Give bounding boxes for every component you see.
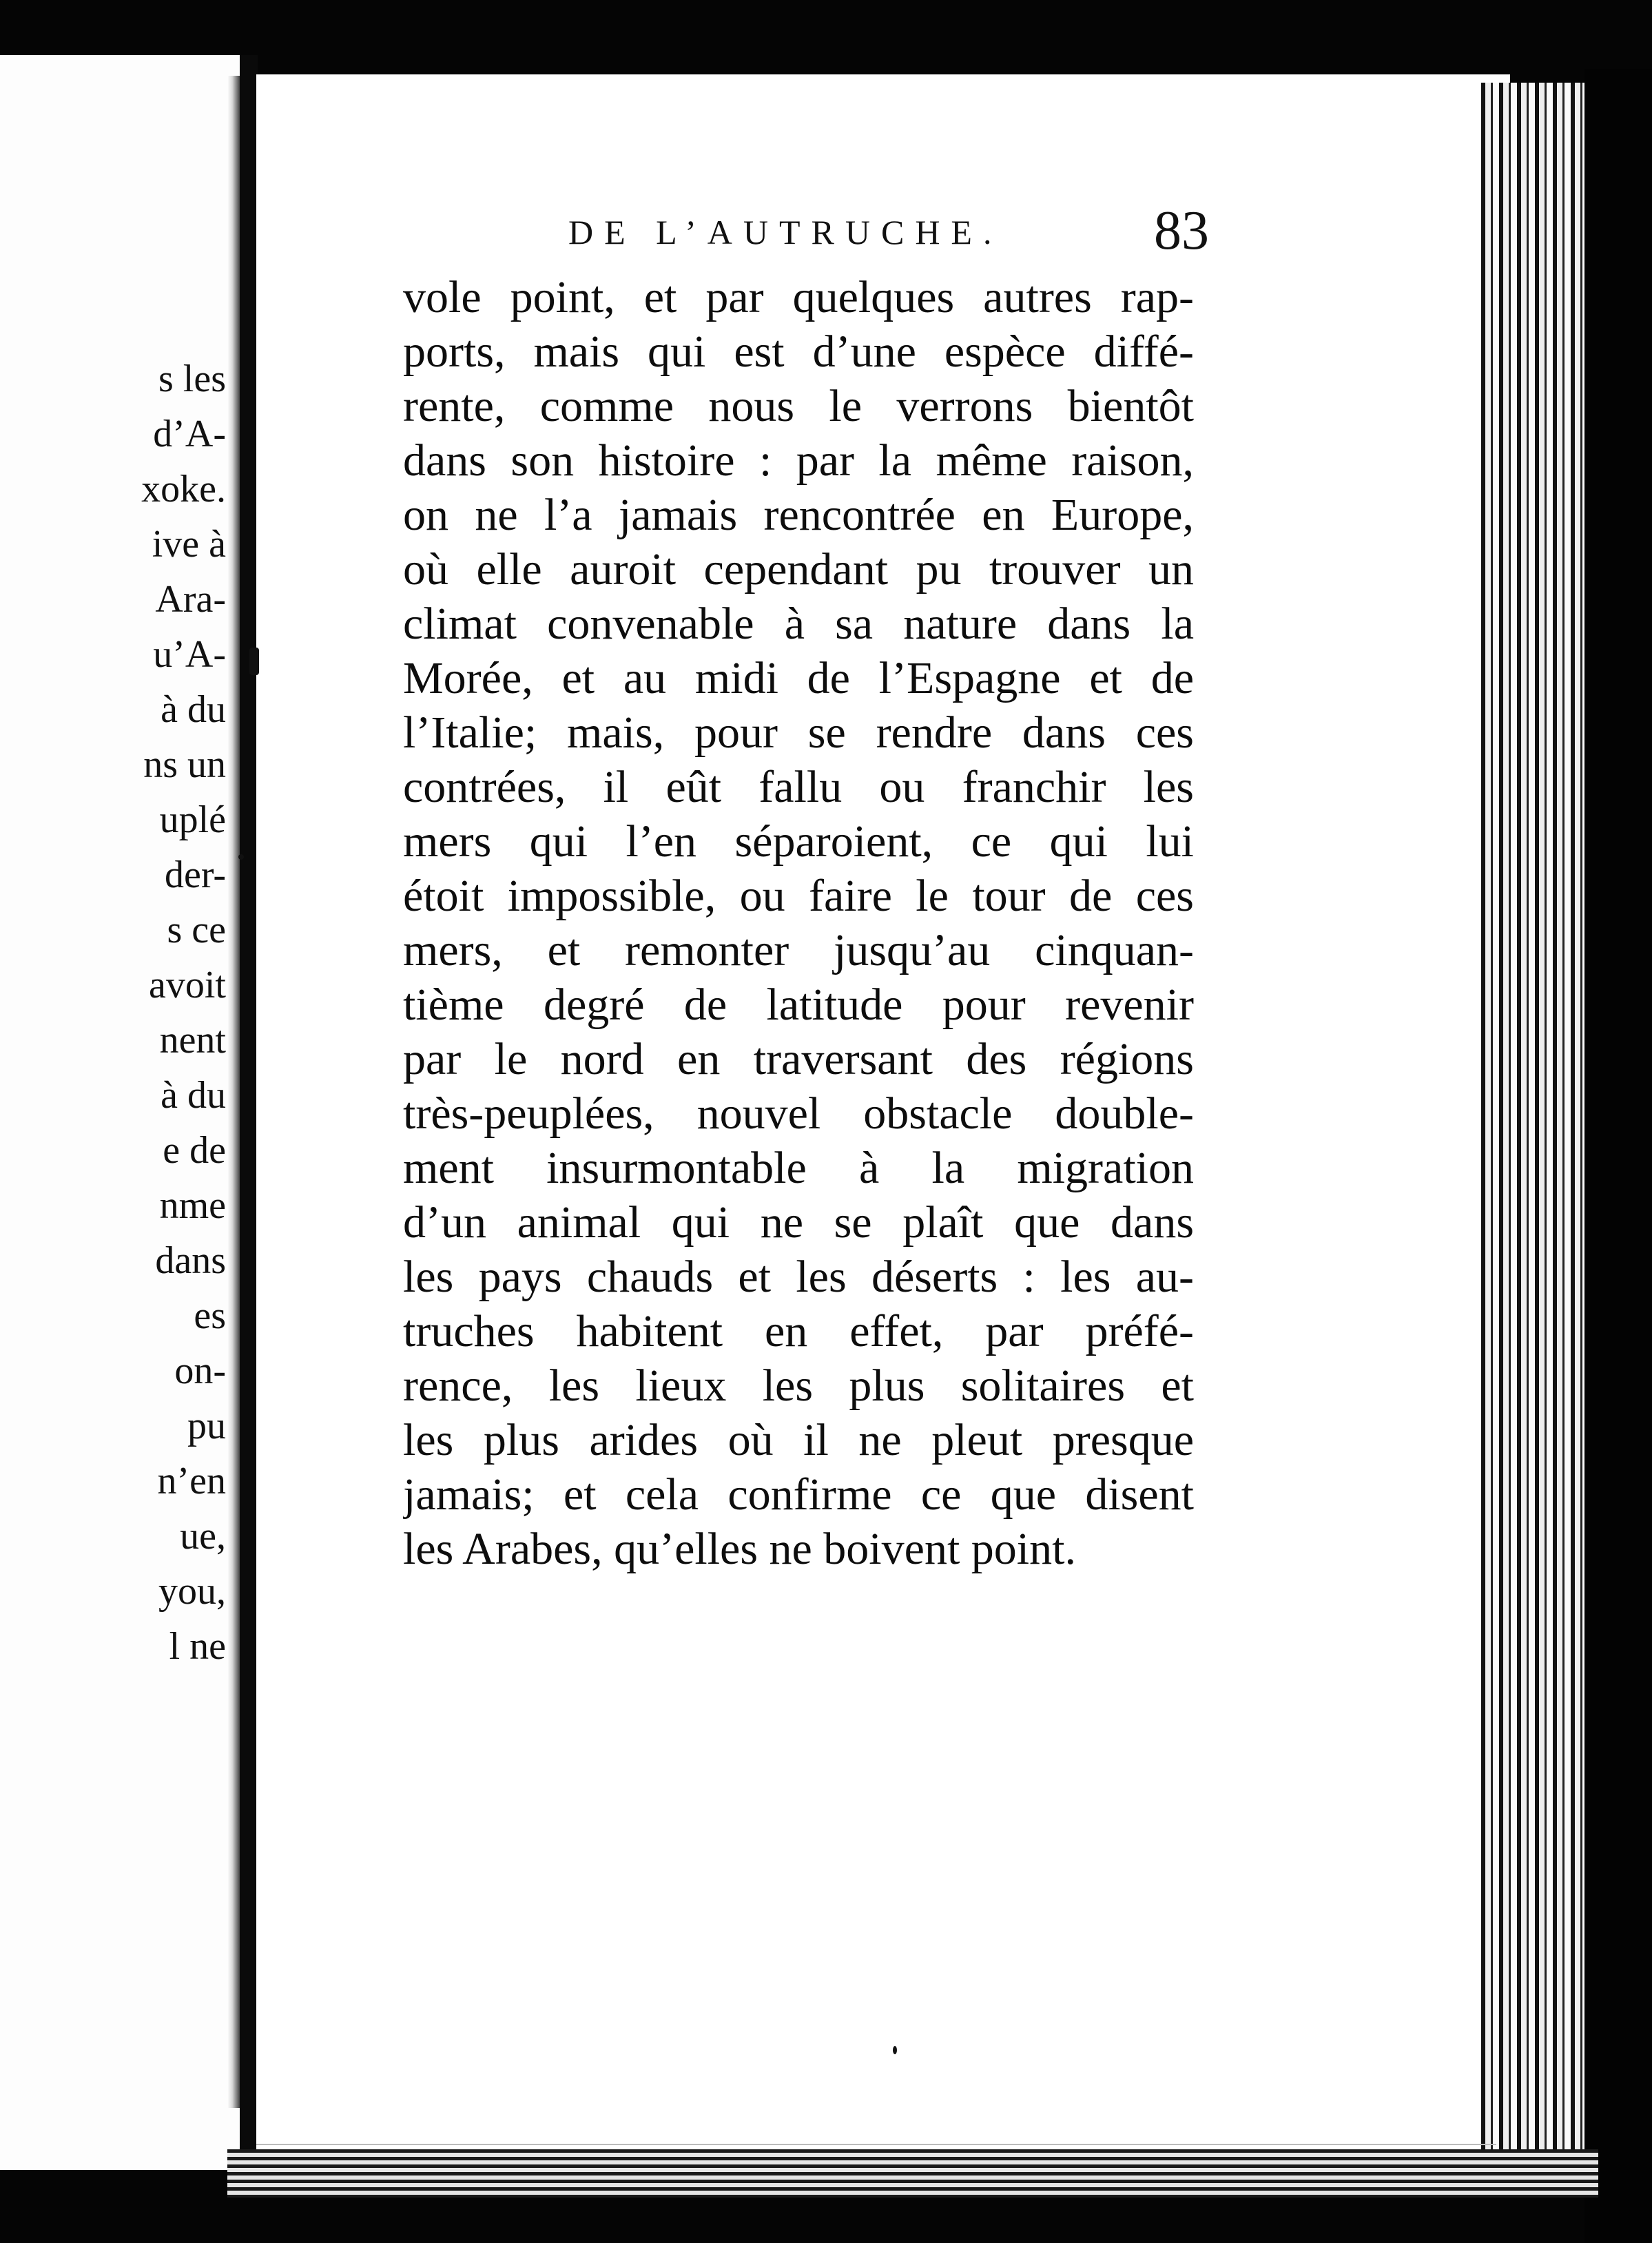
binding-mark [249, 648, 259, 675]
text-line: d’un animal qui ne se plaît que dans [403, 1197, 1194, 1248]
facing-text-fragment: u’A- [153, 633, 226, 676]
facing-text-fragment: avoit [149, 964, 226, 1006]
ink-speck [893, 2046, 897, 2054]
scan-border-right [1584, 69, 1652, 2243]
facing-text-fragment: Ara- [155, 578, 226, 621]
facing-text-fragment: der- [164, 854, 226, 896]
running-title: DE L’AUTRUCHE. [568, 213, 1003, 251]
text-line: par le nord en traversant des régions [403, 1034, 1194, 1084]
facing-text-fragment: xoke. [141, 468, 226, 510]
text-line: jamais; et cela confirme ce que disent [403, 1469, 1194, 1520]
text-line: vole point, et par quelques autres rap- [403, 272, 1194, 322]
text-line: où elle auroit cependant pu trouver un [403, 544, 1194, 595]
facing-text-fragment: ns un [143, 743, 226, 786]
body-text [403, 270, 1194, 1576]
facing-text-fragment: ue, [180, 1515, 226, 1558]
text-line: contrées, il eût fallu ou franchir les [403, 762, 1194, 812]
text-line: mers qui l’en séparoient, ce qui lui [403, 816, 1194, 867]
text-line: rence, les lieux les plus solitaires et [403, 1361, 1194, 1411]
facing-text-fragment: s les [158, 358, 226, 400]
text-line: on ne l’a jamais rencontrée en Europe, [403, 490, 1194, 540]
text-line: climat convenable à sa nature dans la [403, 599, 1194, 649]
facing-text-fragment: on- [174, 1350, 226, 1392]
text-line: ment insurmontable à la migration [403, 1143, 1194, 1193]
facing-text-fragment: es [194, 1294, 226, 1337]
facing-page [0, 55, 240, 2170]
book-gutter [227, 76, 240, 2108]
text-line: les plus arides où il ne pleut presque [403, 1415, 1194, 1465]
text-line: truches habitent en effet, par préfé- [403, 1306, 1194, 1356]
text-line: tième degré de latitude pour revenir [403, 980, 1194, 1030]
facing-text-fragment: nme [159, 1184, 226, 1227]
text-line: mers, et remonter jusqu’au cinquan- [403, 925, 1194, 975]
text-line: très-peuplées, nouvel obstacle double- [403, 1088, 1194, 1139]
text-line: les pays chauds et les déserts : les au- [403, 1252, 1194, 1302]
facing-text-fragment: d’A- [153, 413, 226, 455]
facing-text-fragment: à du [161, 688, 226, 731]
page-fore-edge [1481, 83, 1598, 2177]
facing-text-fragment: e de [163, 1129, 226, 1172]
page-number: 83 [1154, 200, 1209, 261]
text-line: les Arabes, qu’elles ne boivent point. [403, 1524, 1076, 1574]
text-line: Morée, et au midi de l’Espagne et de [403, 653, 1194, 703]
text-line: rente, comme nous le verrons bientôt [403, 381, 1194, 431]
ink-speck [238, 854, 244, 860]
facing-text-fragment: dans [155, 1239, 226, 1282]
facing-text-fragment: ive à [152, 523, 226, 566]
facing-text-fragment: s ce [167, 909, 226, 951]
facing-text-fragment: n’en [157, 1460, 226, 1502]
facing-text-fragment: nent [159, 1019, 226, 1062]
gutter-shadow [240, 55, 258, 2177]
facing-text-fragment: à du [161, 1074, 226, 1117]
text-line: étoit impossible, ou faire le tour de ces [403, 871, 1194, 921]
facing-text-fragment: l ne [169, 1625, 226, 1668]
page-bottom-edge [227, 2149, 1598, 2198]
text-line: dans son histoire : par la même raison, [403, 435, 1194, 486]
text-line: ports, mais qui est d’une espèce diffé- [403, 327, 1194, 377]
page-bottom-rule [256, 2144, 1496, 2145]
facing-text-fragment: you, [158, 1570, 226, 1613]
facing-text-fragment: uplé [159, 798, 226, 841]
text-line: l’Italie; mais, pour se rendre dans ces [403, 707, 1194, 758]
facing-text-fragment: pu [187, 1405, 226, 1447]
running-head [320, 193, 1209, 269]
